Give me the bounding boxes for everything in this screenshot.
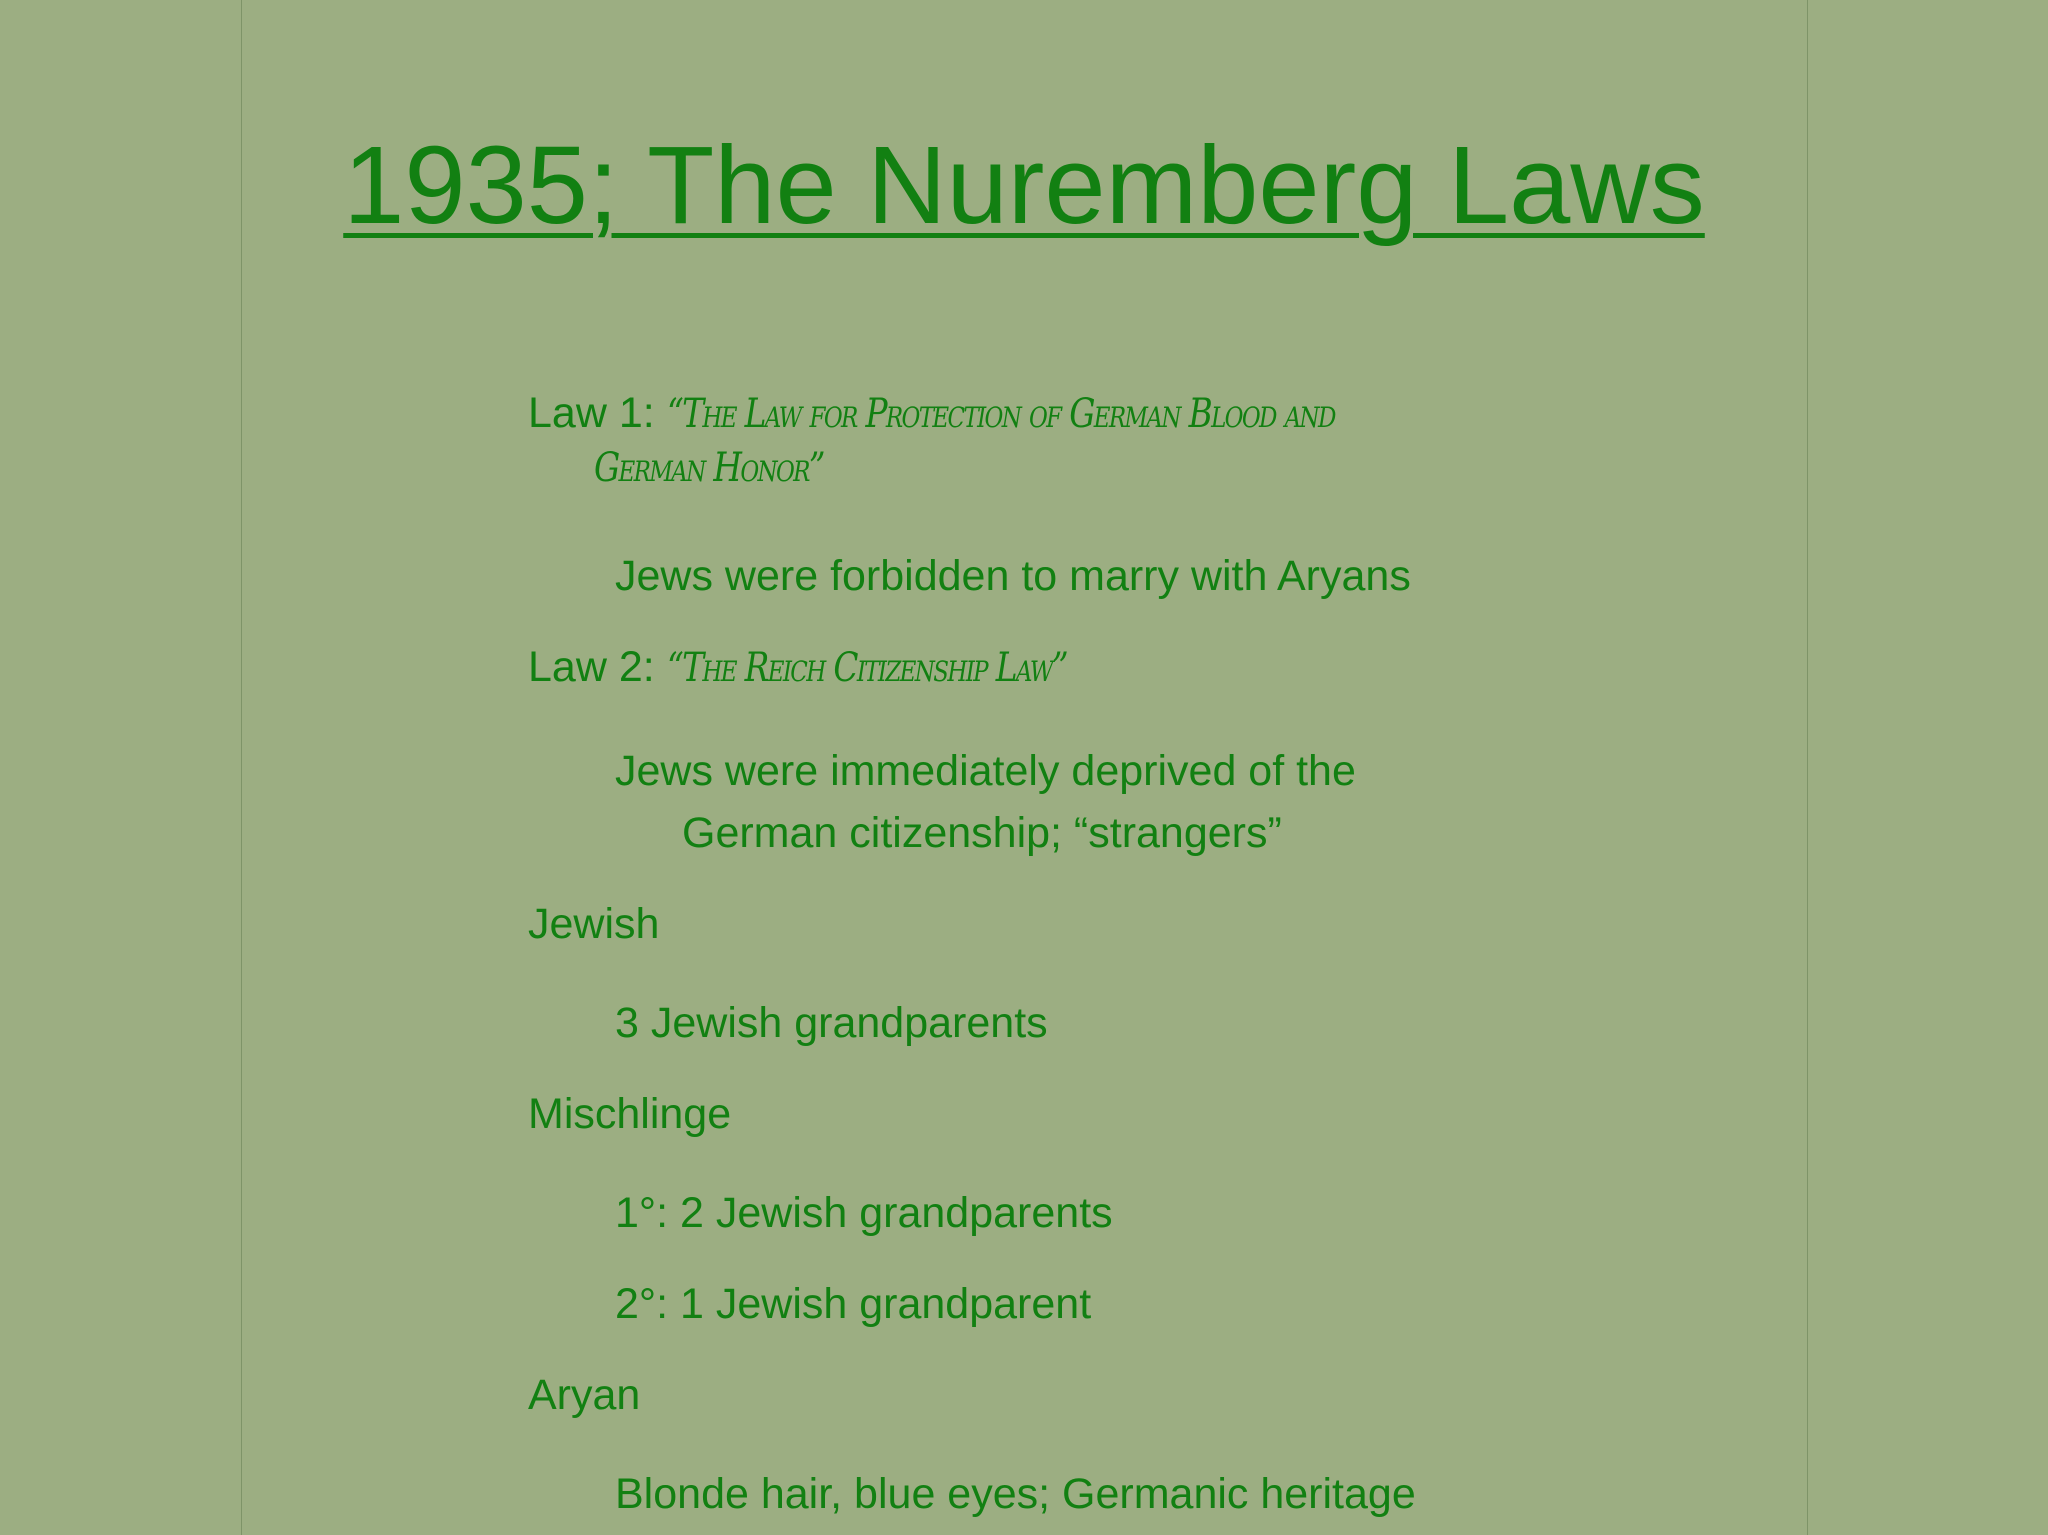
aryan-heading: Aryan [528, 1371, 641, 1419]
slide-title: 1935; The Nuremberg Laws [343, 124, 1705, 247]
law2-detail-continued: German citizenship; “strangers” [682, 809, 1282, 857]
law1-detail: Jews were forbidden to marry with Aryans [615, 552, 1411, 600]
mischlinge-heading: Mischlinge [528, 1090, 732, 1138]
mischlinge-first-degree: 1°: 2 Jewish grandparents [615, 1189, 1113, 1237]
law1-line [528, 388, 1481, 440]
law2-detail: Jews were immediately deprived of the [615, 747, 1356, 795]
jewish-detail: 3 Jewish grandparents [615, 999, 1048, 1047]
law1-name-continued: German Honor” [594, 445, 824, 491]
law2-name: “The Reich Citizenship Law” [666, 645, 1067, 691]
law2-prefix: Law 2: [528, 643, 667, 691]
law1-prefix: Law 1: [528, 389, 667, 437]
law2-line [528, 642, 1154, 694]
aryan-detail: Blonde hair, blue eyes; Germanic heritage [615, 1470, 1416, 1518]
mischlinge-second-degree: 2°: 1 Jewish grandparent [615, 1280, 1092, 1328]
jewish-heading: Jewish [528, 900, 660, 948]
law1-name: “The Law for Protection of German Blood and [666, 391, 1335, 437]
